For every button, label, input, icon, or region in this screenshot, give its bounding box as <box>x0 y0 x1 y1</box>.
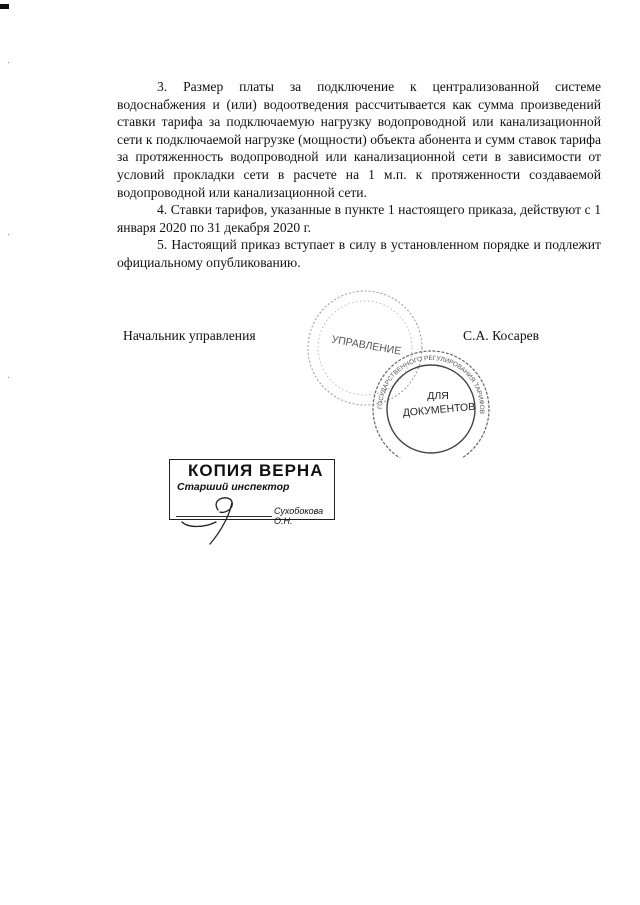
margin-dot <box>8 377 9 378</box>
seal-center-line-2: ДОКУМЕНТОВ <box>402 400 476 420</box>
copy-stamp-name: Сухобокова О.Н. <box>274 506 324 526</box>
signatory-role: Начальник управления <box>123 328 256 343</box>
order-body-text <box>117 78 601 272</box>
corner-scan-mark <box>0 4 9 9</box>
seal-center-line-1: ДЛЯ <box>427 390 449 402</box>
copy-stamp-title: КОПИЯ ВЕРНА <box>188 461 324 480</box>
paragraph-3: 3. Размер платы за подключение к централизованной системе водоснабжения и (или) водоотведения рассчитывается как сумма произведений ставки тарифа за подключаемую нагрузку водопроводной или канализационной сети к подключаемой нагрузке (мощности) объекта абонента и сумм ставок тарифа за протяженность водопроводной или канализационной сети в зависимости от условий прокладки сети в расчете на 1 м.п. к протяженности создаваемой водопроводной или канализационной сети. <box>117 79 601 200</box>
margin-dot <box>8 234 9 235</box>
seal-outer-text: УПРАВЛЕНИЕ <box>330 333 403 358</box>
margin-dot <box>8 62 9 63</box>
official-seal-stamp <box>303 282 503 458</box>
paragraph-4: 4. Ставки тарифов, указанные в пункте 1 настоящего приказа, действуют с 1 января 2020 по 31 декабря 2020 г. <box>117 202 601 235</box>
signatory-name: С.А. Косарев <box>463 328 540 343</box>
seal-ring-text: ГОСУДАРСТВЕННОГО РЕГУЛИРОВАНИЯ ТАРИФОВ <box>376 354 486 415</box>
handwritten-signature <box>180 484 250 546</box>
paragraph-5: 5. Настоящий приказ вступает в силу в установленном порядке и подлежит официальному опубликованию. <box>117 237 601 270</box>
copy-stamp-role: Старший инспектор <box>177 481 290 493</box>
